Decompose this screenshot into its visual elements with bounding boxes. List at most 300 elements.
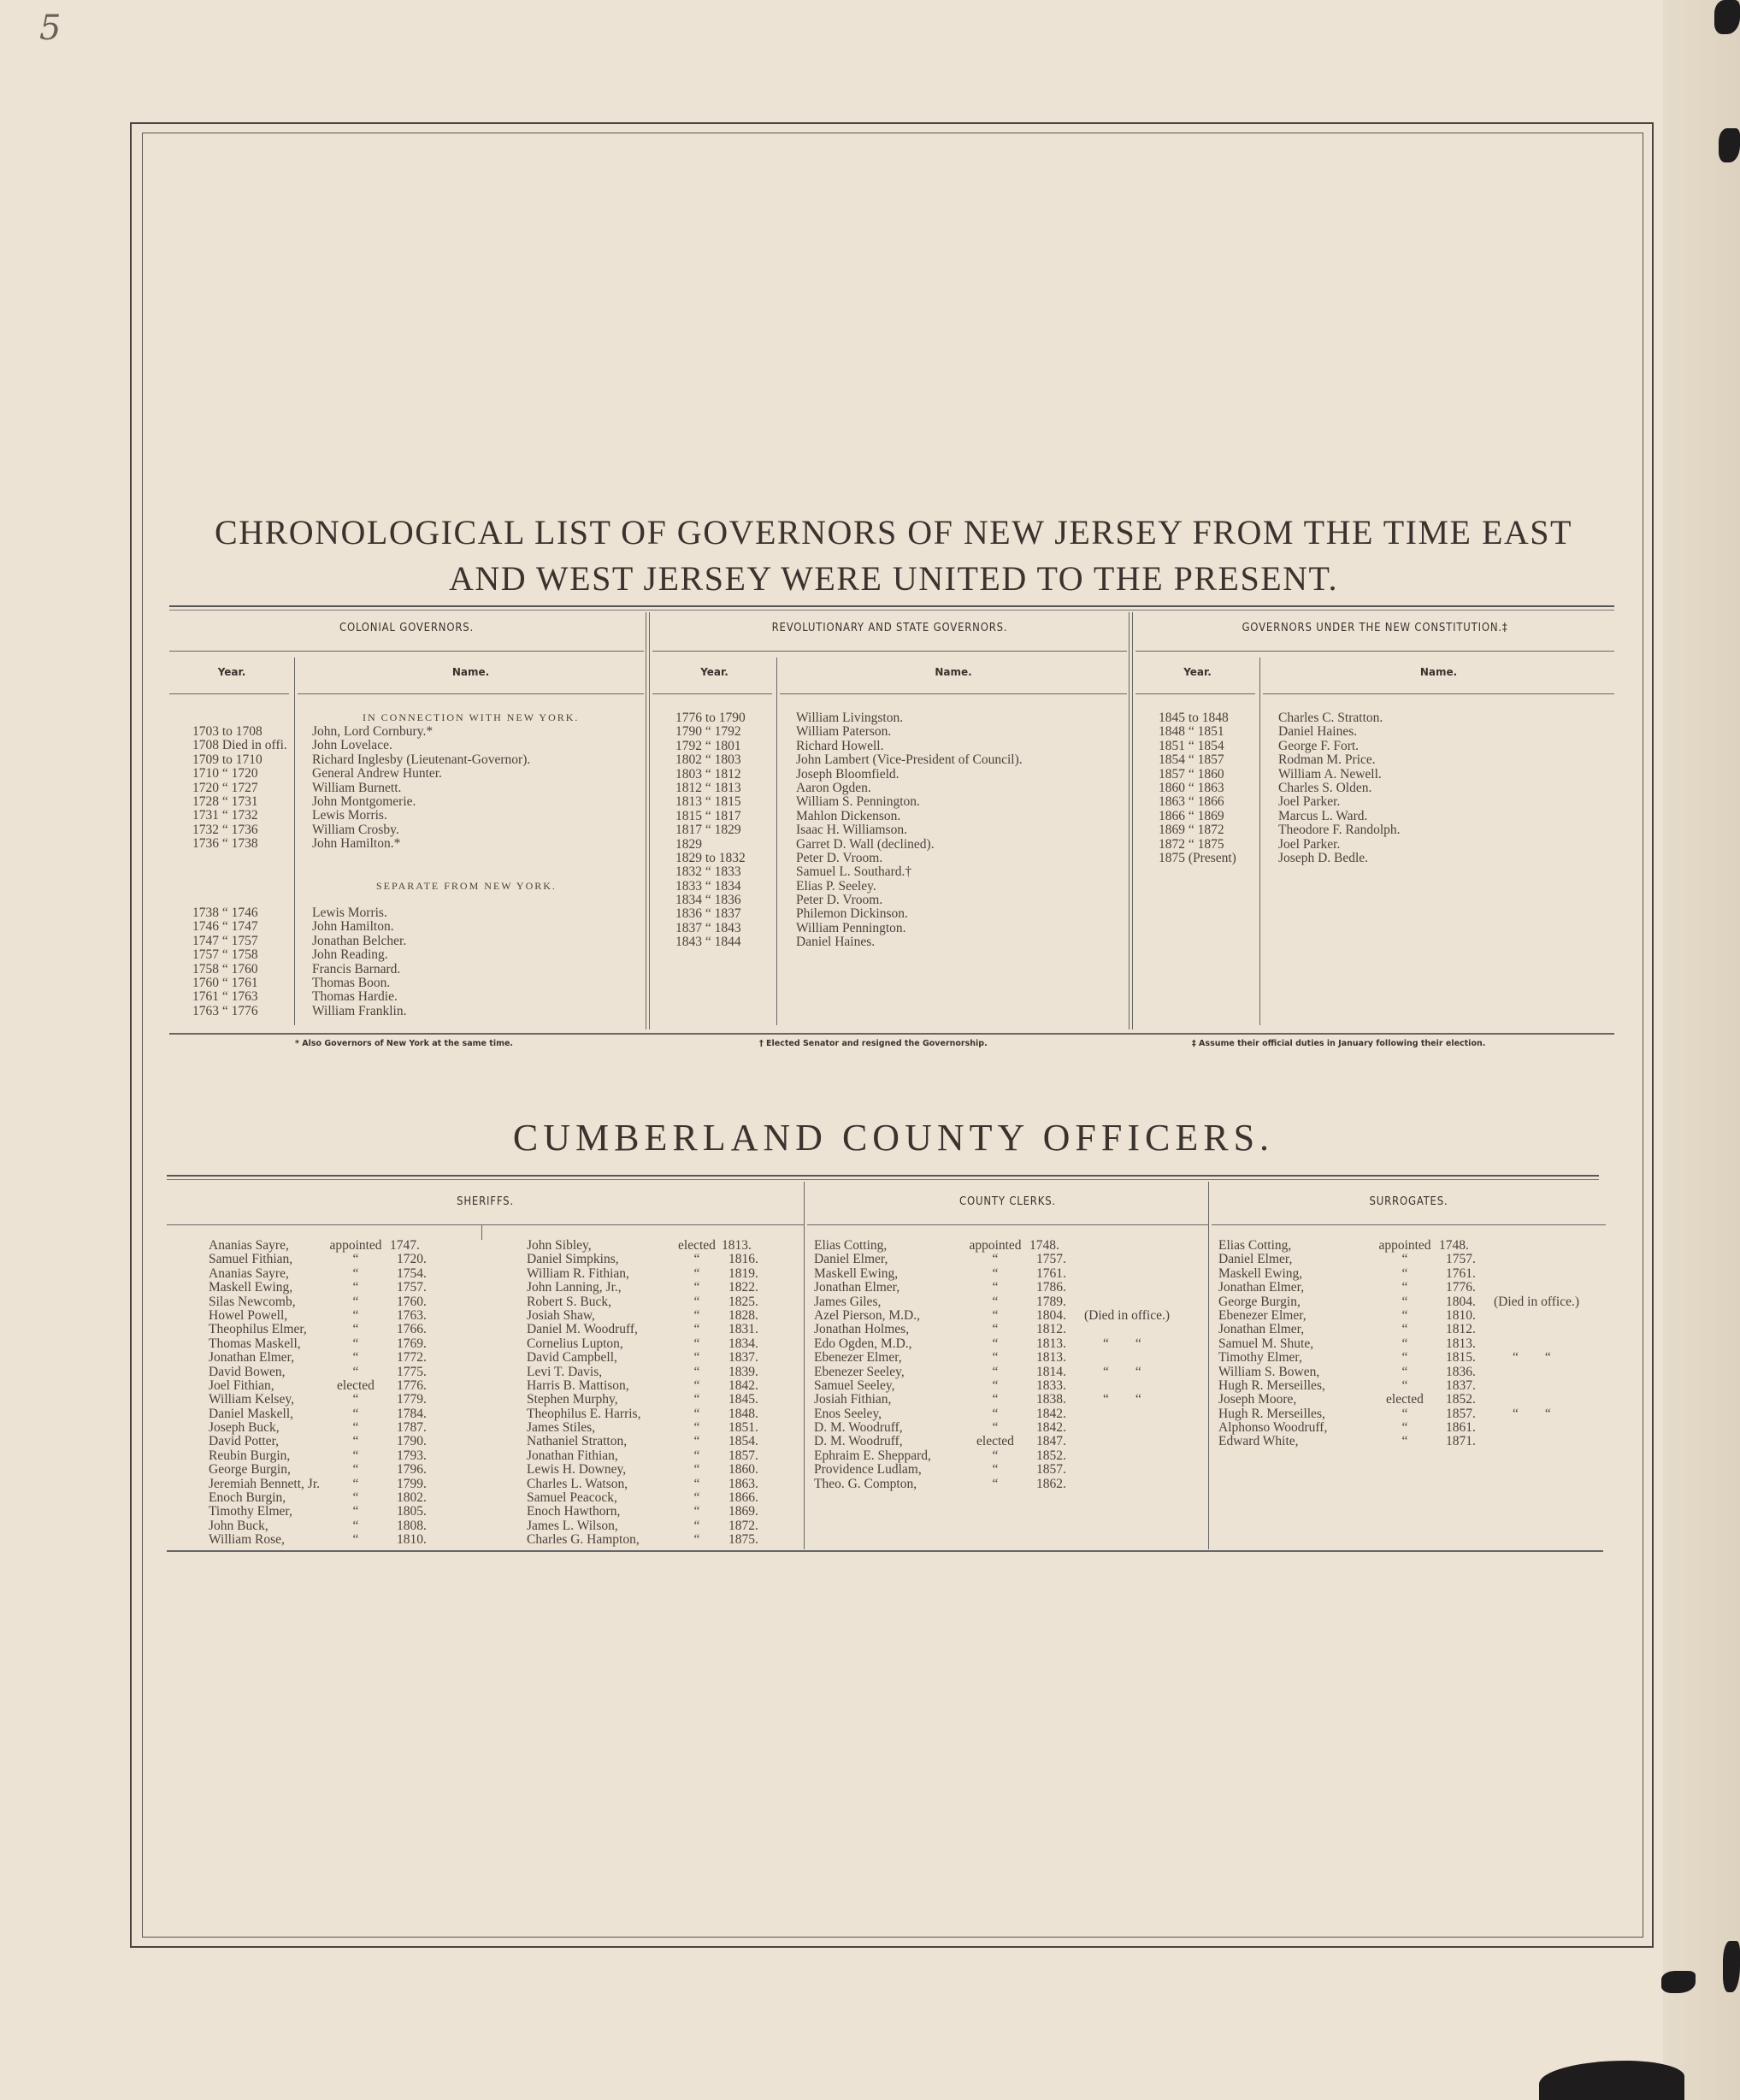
officer-appointment: elected — [678, 1238, 716, 1253]
officer-year: 1776. — [1446, 1280, 1476, 1295]
name-cell: John Hamilton.* — [312, 836, 401, 852]
year-cell: 1863 “ 1866 — [1159, 794, 1224, 810]
sheriff-row — [209, 1435, 427, 1448]
page-number: 5 — [39, 9, 62, 48]
officer-year: 1862. — [1036, 1476, 1066, 1491]
officer-year: 1860. — [728, 1462, 758, 1478]
officer-year: 1814. — [1036, 1364, 1066, 1379]
year-cell: 1812 “ 1813 — [675, 780, 741, 795]
sheriff-row — [209, 1421, 427, 1435]
officer-appointment: “ — [352, 1336, 359, 1351]
officer-appointment: “ — [992, 1280, 999, 1295]
colonial-heading: COLONIAL GOVERNORS. — [339, 622, 474, 634]
sheriff-row — [527, 1491, 758, 1505]
new-constitution-years — [1159, 711, 1236, 865]
sheriff-row — [209, 1267, 427, 1281]
year-cell: 1833 “ 1834 — [675, 878, 741, 894]
officer-appointment: “ — [693, 1406, 700, 1421]
sheriffs-list-2 — [527, 1239, 758, 1548]
officer-appointment: “ — [1401, 1307, 1408, 1323]
table-bottom-rule — [169, 1033, 1614, 1035]
page-damage — [1719, 128, 1740, 162]
officer-year: 1851. — [728, 1420, 758, 1436]
year-header: Year. — [217, 666, 246, 678]
sheriff-row — [527, 1379, 758, 1393]
officer-name: Daniel Maskell, — [209, 1406, 294, 1421]
year-header: Year. — [700, 666, 728, 678]
name-cell: Joseph D. Bedle. — [1278, 850, 1369, 865]
clerk-row — [814, 1239, 1170, 1253]
page-edge-strip — [1663, 0, 1740, 2100]
surrogate-row — [1218, 1253, 1579, 1266]
officer-name: Silas Newcomb, — [209, 1294, 296, 1309]
year-cell: 1763 “ 1776 — [192, 1003, 258, 1018]
officer-appointment: “ — [352, 1448, 359, 1463]
officer-year: 1793. — [397, 1448, 427, 1463]
officer-year: 1810. — [397, 1532, 427, 1548]
officer-name: Joseph Buck, — [209, 1420, 280, 1436]
officer-year: 1837. — [1446, 1377, 1476, 1393]
officer-note: “ “ — [1513, 1350, 1551, 1366]
officer-name: Elias Cotting, — [814, 1238, 888, 1253]
officer-appointment: “ — [352, 1265, 359, 1281]
footnote-double-dagger: ‡ Assume their official duties in January following their election. — [1192, 1039, 1486, 1048]
officer-appointment: “ — [992, 1322, 999, 1337]
officer-name: William Rose, — [209, 1532, 285, 1548]
officer-name: Timothy Elmer, — [209, 1504, 292, 1519]
name-cell: Philemon Dickinson. — [796, 906, 908, 922]
officer-name: Hugh R. Merseilles, — [1218, 1406, 1325, 1421]
officer-name: John Lanning, Jr., — [527, 1280, 622, 1295]
officer-appointment: “ — [1401, 1420, 1408, 1436]
name-cell: Joel Parker. — [1278, 836, 1341, 852]
name-cell: William Paterson. — [796, 724, 892, 740]
officer-name: D. M. Woodruff, — [814, 1434, 903, 1449]
officer-name: Josiah Fithian, — [814, 1392, 892, 1407]
officer-year: 1845. — [728, 1392, 758, 1407]
column-tick — [481, 1224, 482, 1240]
officer-name: James L. Wilson, — [527, 1518, 618, 1533]
officer-year: 1857. — [1446, 1406, 1476, 1421]
name-cell: William A. Newell. — [1278, 766, 1382, 782]
clerk-row — [814, 1449, 1170, 1463]
officer-year: 1842. — [728, 1377, 758, 1393]
officer-year: 1852. — [1446, 1392, 1476, 1407]
officer-year: 1784. — [397, 1406, 427, 1421]
sheriff-row — [527, 1435, 758, 1448]
page-damage — [1661, 1971, 1696, 1993]
officer-name: James Stiles, — [527, 1420, 596, 1436]
officer-year: 1838. — [1036, 1392, 1066, 1407]
officer-name: Samuel Fithian, — [209, 1252, 293, 1267]
officer-name: Enoch Hawthorn, — [527, 1504, 621, 1519]
year-cell: 1832 “ 1833 — [675, 864, 741, 880]
officer-appointment: elected — [976, 1434, 1014, 1449]
officer-appointment: “ — [693, 1490, 700, 1506]
officer-year: 1871. — [1446, 1434, 1476, 1449]
new-constitution-heading: GOVERNORS UNDER THE NEW CONSTITUTION.‡ — [1242, 622, 1508, 634]
name-cell: Rodman M. Price. — [1278, 752, 1376, 768]
name-cell: William Pennington. — [796, 920, 906, 935]
name-cell: Lewis Morris. — [312, 808, 387, 823]
officer-year: 1839. — [728, 1364, 758, 1379]
sheriff-row — [527, 1393, 758, 1407]
rule — [1263, 693, 1614, 694]
page-damage — [1714, 0, 1740, 34]
column-divider — [776, 658, 777, 1025]
sheriff-row — [527, 1533, 758, 1547]
officer-name: Lewis H. Downey, — [527, 1462, 627, 1478]
name-cell: Lewis Morris. — [312, 905, 387, 920]
surrogate-row — [1218, 1323, 1579, 1336]
officer-name: Ananias Sayre, — [209, 1265, 289, 1281]
sheriff-row — [527, 1478, 758, 1491]
group-subheading: IN CONNECTION WITH NEW YORK. — [363, 711, 580, 723]
year-cell: 1860 “ 1863 — [1159, 780, 1224, 795]
officer-name: Jonathan Elmer, — [1218, 1322, 1305, 1337]
officer-year: 1757. — [1036, 1252, 1066, 1267]
sheriff-row — [527, 1281, 758, 1295]
name-cell: John Lovelace. — [312, 738, 392, 753]
officer-appointment: “ — [693, 1294, 700, 1309]
rule — [167, 1224, 804, 1225]
officer-year: 1775. — [397, 1364, 427, 1379]
rule — [169, 651, 644, 652]
officer-year: 1812. — [1446, 1322, 1476, 1337]
officer-appointment: “ — [693, 1350, 700, 1366]
officer-appointment: appointed — [329, 1238, 382, 1253]
officer-appointment: “ — [352, 1294, 359, 1309]
year-cell: 1703 to 1708 — [192, 724, 262, 739]
name-cell: Richard Inglesby (Lieutenant-Governor). — [312, 752, 531, 767]
name-cell: Charles C. Stratton. — [1278, 711, 1383, 725]
year-header: Year. — [1183, 666, 1212, 678]
sheriff-row — [527, 1505, 758, 1519]
officer-name: Jonathan Fithian, — [527, 1448, 618, 1463]
year-cell: 1854 “ 1857 — [1159, 752, 1224, 768]
officer-appointment: “ — [992, 1392, 999, 1407]
officer-year: 1842. — [1036, 1420, 1066, 1436]
name-cell: Thomas Hardie. — [312, 989, 398, 1005]
clerk-row — [814, 1463, 1170, 1477]
surrogate-row — [1218, 1379, 1579, 1393]
column-divider — [1259, 658, 1260, 1025]
name-cell: John Hamilton. — [312, 919, 394, 935]
name-cell: Samuel L. Southard.† — [796, 864, 912, 880]
officer-year: 1776. — [397, 1377, 427, 1393]
officer-appointment: “ — [352, 1392, 359, 1407]
officer-appointment: “ — [693, 1518, 700, 1533]
officer-name: Maskell Ewing, — [1218, 1265, 1303, 1281]
sheriff-row — [209, 1309, 427, 1323]
officer-appointment: “ — [693, 1364, 700, 1379]
officer-appointment: “ — [693, 1532, 700, 1548]
officer-year: 1813. — [1446, 1336, 1476, 1351]
officer-name: William S. Bowen, — [1218, 1364, 1320, 1379]
group-subheading: SEPARATE FROM NEW YORK. — [376, 880, 557, 892]
officer-name: Alphonso Woodruff, — [1218, 1420, 1328, 1436]
sheriff-row — [209, 1449, 427, 1463]
officer-appointment: “ — [1401, 1294, 1408, 1309]
sheriff-row — [209, 1295, 427, 1309]
officer-name: Hugh R. Merseilles, — [1218, 1377, 1325, 1393]
officer-appointment: “ — [352, 1476, 359, 1491]
officer-appointment: “ — [693, 1448, 700, 1463]
officer-year: 1786. — [1036, 1280, 1066, 1295]
officer-appointment: “ — [693, 1476, 700, 1491]
sheriff-row — [209, 1533, 427, 1547]
officer-appointment: “ — [1401, 1364, 1408, 1379]
sheriff-row — [209, 1281, 427, 1295]
clerk-row — [814, 1393, 1170, 1407]
name-cell: Francis Barnard. — [312, 961, 401, 976]
officer-name: Joseph Moore, — [1218, 1392, 1297, 1407]
officer-appointment: “ — [693, 1336, 700, 1351]
officer-year: 1842. — [1036, 1406, 1066, 1421]
officer-name: Maskell Ewing, — [814, 1265, 899, 1281]
officer-name: William Kelsey, — [209, 1392, 294, 1407]
new-constitution-names — [1278, 711, 1401, 865]
sheriff-row — [527, 1463, 758, 1477]
officer-name: Jonathan Elmer, — [1218, 1280, 1305, 1295]
clerks-list — [814, 1239, 1170, 1491]
year-cell: 1790 “ 1792 — [675, 724, 741, 740]
officer-name: Stephen Murphy, — [527, 1392, 618, 1407]
officer-year: 1772. — [397, 1350, 427, 1366]
officer-year: 1787. — [397, 1420, 427, 1436]
title-line-1: CHRONOLOGICAL LIST OF GOVERNORS OF NEW JERSEY FROM THE TIME EAST — [215, 513, 1572, 552]
officer-note: “ “ — [1103, 1336, 1141, 1351]
officer-appointment: “ — [693, 1265, 700, 1281]
officer-appointment: appointed — [1378, 1238, 1431, 1253]
officer-year: 1748. — [1439, 1238, 1469, 1253]
officer-year: 1852. — [1036, 1448, 1066, 1463]
colonial-names-group-2 — [312, 906, 406, 1018]
officer-appointment: elected — [337, 1377, 375, 1393]
officer-name: Samuel Seeley, — [814, 1377, 895, 1393]
officer-name: Jonathan Elmer, — [814, 1280, 900, 1295]
year-cell: 1829 — [675, 836, 702, 852]
officer-name: Josiah Shaw, — [527, 1307, 595, 1323]
officer-name: David Bowen, — [209, 1364, 286, 1379]
surrogate-row — [1218, 1267, 1579, 1281]
officer-year: 1805. — [397, 1504, 427, 1519]
officer-year: 1831. — [728, 1322, 758, 1337]
officer-name: Jonathan Holmes, — [814, 1322, 910, 1337]
name-cell: Joseph Bloomfield. — [796, 766, 899, 782]
sheriff-row — [209, 1463, 427, 1477]
officer-year: 1847. — [1036, 1434, 1066, 1449]
officer-year: 1754. — [397, 1265, 427, 1281]
year-cell: 1866 “ 1869 — [1159, 808, 1224, 823]
year-cell: 1747 “ 1757 — [192, 933, 258, 948]
column-divider — [1129, 612, 1133, 1029]
officer-appointment: “ — [352, 1462, 359, 1478]
officer-appointment: “ — [1401, 1377, 1408, 1393]
clerk-row — [814, 1421, 1170, 1435]
year-cell: 1834 “ 1836 — [675, 893, 741, 908]
year-cell: 1815 “ 1817 — [675, 808, 741, 823]
year-cell: 1857 “ 1860 — [1159, 766, 1224, 782]
year-cell: 1817 “ 1829 — [675, 823, 741, 838]
year-cell: 1848 “ 1851 — [1159, 724, 1224, 740]
sheriff-row — [209, 1366, 427, 1379]
officer-appointment: “ — [352, 1504, 359, 1519]
sheriff-row — [527, 1239, 758, 1253]
officer-appointment: “ — [992, 1350, 999, 1366]
officer-name: Jonathan Elmer, — [209, 1350, 295, 1366]
officer-year: 1863. — [728, 1476, 758, 1491]
officer-appointment: “ — [693, 1420, 700, 1436]
officer-year: 1857. — [1036, 1462, 1066, 1478]
year-cell: 1738 “ 1746 — [192, 905, 258, 920]
name-header: Name. — [935, 666, 972, 678]
clerks-heading: COUNTY CLERKS. — [959, 1195, 1056, 1208]
name-cell: John Reading. — [312, 947, 388, 963]
officer-name: Maskell Ewing, — [209, 1280, 293, 1295]
officer-appointment: “ — [352, 1322, 359, 1337]
officer-year: 1813. — [1036, 1350, 1066, 1366]
officer-name: D. M. Woodruff, — [814, 1420, 903, 1436]
year-cell: 1837 “ 1843 — [675, 920, 741, 935]
officer-name: Azel Pierson, M.D., — [814, 1307, 920, 1323]
page-damage — [1723, 1941, 1740, 1992]
sheriff-row — [527, 1253, 758, 1266]
surrogate-row — [1218, 1281, 1579, 1295]
officer-name: George Burgin, — [209, 1462, 291, 1478]
officer-name: Edo Ogden, M.D., — [814, 1336, 912, 1351]
officer-year: 1837. — [728, 1350, 758, 1366]
officer-name: Theophilus Elmer, — [209, 1322, 307, 1337]
name-cell: William Burnett. — [312, 780, 402, 795]
surrogates-heading: SURROGATES. — [1369, 1195, 1448, 1208]
surrogate-row — [1218, 1351, 1579, 1365]
name-cell: Daniel Haines. — [1278, 724, 1358, 740]
year-cell: 1736 “ 1738 — [192, 836, 258, 852]
officer-name: Samuel M. Shute, — [1218, 1336, 1314, 1351]
officer-year: 1825. — [728, 1294, 758, 1309]
surrogate-row — [1218, 1239, 1579, 1253]
officer-name: John Sibley, — [527, 1238, 592, 1253]
officer-year: 1869. — [728, 1504, 758, 1519]
officer-appointment: “ — [693, 1434, 700, 1449]
officer-appointment: “ — [352, 1364, 359, 1379]
officer-appointment: “ — [352, 1518, 359, 1533]
surrogate-row — [1218, 1407, 1579, 1421]
year-cell: 1792 “ 1801 — [675, 738, 741, 753]
officer-name: Harris B. Mattison, — [527, 1377, 629, 1393]
name-cell: John, Lord Cornbury.* — [312, 724, 434, 739]
officer-appointment: “ — [1401, 1336, 1408, 1351]
officer-appointment: “ — [992, 1377, 999, 1393]
officer-year: 1757. — [1446, 1252, 1476, 1267]
officer-note: (Died in office.) — [1084, 1307, 1170, 1323]
year-cell: 1872 “ 1875 — [1159, 836, 1224, 852]
officer-name: Ephraim E. Sheppard, — [814, 1448, 931, 1463]
name-cell: Thomas Boon. — [312, 975, 391, 990]
officer-name: Theophilus E. Harris, — [527, 1406, 641, 1421]
sheriff-row — [209, 1478, 427, 1491]
sheriff-row — [527, 1337, 758, 1351]
clerk-row — [814, 1435, 1170, 1448]
officer-name: Samuel Peacock, — [527, 1490, 617, 1506]
officer-appointment: “ — [693, 1307, 700, 1323]
page-title — [162, 510, 1625, 602]
year-cell: 1709 to 1710 — [192, 752, 262, 767]
name-cell: Richard Howell. — [796, 738, 884, 753]
surrogates-list — [1218, 1239, 1579, 1449]
officer-year: 1857. — [728, 1448, 758, 1463]
officer-year: 1757. — [397, 1280, 427, 1295]
officer-name: Ebenezer Elmer, — [814, 1350, 902, 1366]
name-cell: Joel Parker. — [1278, 794, 1341, 810]
name-cell: Daniel Haines. — [796, 935, 876, 950]
officer-year: 1761. — [1446, 1265, 1476, 1281]
officer-name: Joel Fithian, — [209, 1377, 274, 1393]
rule — [652, 693, 772, 694]
officer-appointment: “ — [352, 1434, 359, 1449]
column-divider — [294, 658, 295, 1025]
column-divider — [646, 612, 650, 1029]
clerk-row — [814, 1407, 1170, 1421]
officer-year: 1769. — [397, 1336, 427, 1351]
officer-year: 1833. — [1036, 1377, 1066, 1393]
name-cell: Peter D. Vroom. — [796, 893, 883, 908]
officer-name: Daniel Elmer, — [1218, 1252, 1293, 1267]
year-cell: 1732 “ 1736 — [192, 822, 258, 837]
officer-year: 1822. — [728, 1280, 758, 1295]
colonial-years-group-1 — [192, 725, 287, 852]
name-cell: Marcus L. Ward. — [1278, 808, 1368, 823]
officer-year: 1813. — [1036, 1336, 1066, 1351]
rule — [169, 693, 289, 694]
officer-year: 1816. — [728, 1252, 758, 1267]
officer-name: David Potter, — [209, 1434, 280, 1449]
officer-year: 1836. — [1446, 1364, 1476, 1379]
officer-name: Robert S. Buck, — [527, 1294, 612, 1309]
officer-appointment: “ — [352, 1307, 359, 1323]
surrogate-row — [1218, 1421, 1579, 1435]
officer-note: “ “ — [1513, 1406, 1551, 1421]
county-bottom-rule — [167, 1550, 1603, 1552]
officer-name: Ananias Sayre, — [209, 1238, 289, 1253]
officer-name: Nathaniel Stratton, — [527, 1434, 628, 1449]
clerk-row — [814, 1253, 1170, 1266]
officer-appointment: “ — [992, 1476, 999, 1491]
name-cell: William Livingston. — [796, 711, 904, 725]
officer-appointment: “ — [693, 1392, 700, 1407]
officer-appointment: “ — [693, 1322, 700, 1337]
officer-name: Timothy Elmer, — [1218, 1350, 1302, 1366]
inner-border — [142, 133, 1643, 1938]
name-cell: William Franklin. — [312, 1003, 407, 1018]
officer-appointment: “ — [693, 1252, 700, 1267]
officer-name: Charles L. Watson, — [527, 1476, 628, 1491]
sheriff-row — [527, 1407, 758, 1421]
rule — [807, 1224, 1208, 1225]
name-header: Name. — [451, 666, 490, 678]
officer-appointment: “ — [352, 1406, 359, 1421]
surrogate-row — [1218, 1366, 1579, 1379]
officer-appointment: “ — [992, 1336, 999, 1351]
year-cell: 1720 “ 1727 — [192, 780, 258, 795]
officer-note: “ “ — [1103, 1364, 1141, 1379]
sheriff-row — [527, 1366, 758, 1379]
officer-year: 1804. — [1036, 1307, 1066, 1323]
footnote-dagger: † Elected Senator and resigned the Governorship. — [759, 1039, 988, 1048]
sheriffs-heading: SHERIFFS. — [457, 1195, 514, 1208]
officer-name: Levi T. Davis, — [527, 1364, 603, 1379]
